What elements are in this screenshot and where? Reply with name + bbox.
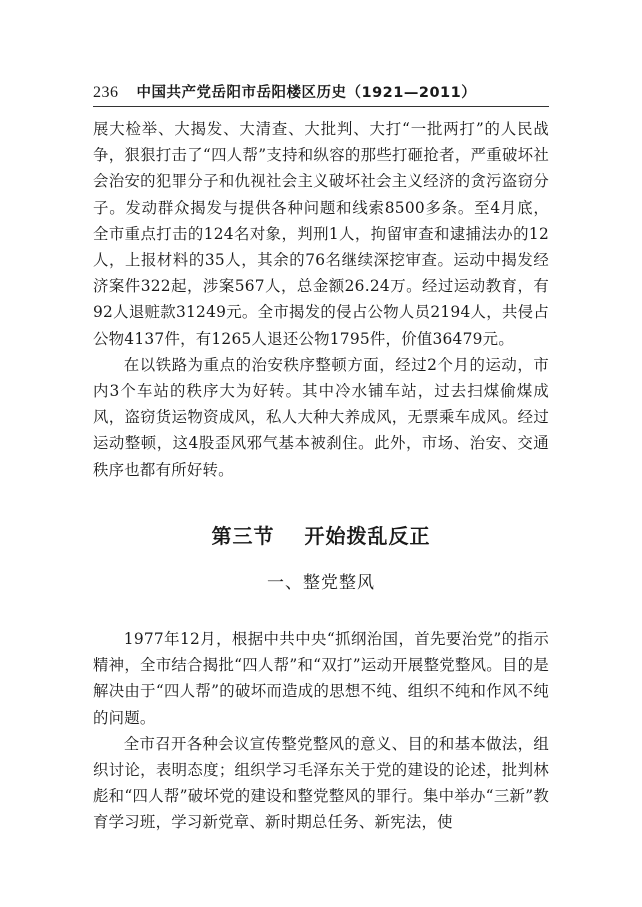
section-title: 开始拨乱反正 — [304, 524, 431, 548]
section-number: 第三节 — [211, 524, 275, 548]
body-text-bottom — [93, 626, 549, 836]
paragraph: 在以铁路为重点的治安秩序整顿方面，经过2个月的运动，市内3个车站的秩序大为好转。其中冷水铺车站，过去扫煤偷煤成风，盗窃货运物资成风，私人大种大养成风，无票乘车成风。经过运动整顿，这4股歪风邪气基本被刹住。此外，市场、治安、交通秩序也都有所好转。 — [93, 355, 549, 479]
section-heading — [93, 520, 549, 549]
running-title: 中国共产党岳阳市岳阳楼区历史（1921—2011） — [136, 85, 477, 101]
header-rule — [93, 106, 549, 107]
body-text-top — [93, 116, 549, 483]
paragraph: 1977年12月，根据中共中央“抓纲治国，首先要治党”的指示精神，全市结合揭批“四人帮”和“双打”运动开展整党整风。目的是解决由于“四人帮”的破坏而造成的思想不纯、组织不纯和作风不纯的问题。 — [93, 630, 549, 727]
page-header — [93, 81, 549, 103]
paragraph: 全市召开各种会议宣传整党整风的意义、目的和基本做法，组织讨论，表明态度；组织学习毛泽东关于党的建设的论述，批判林彪和“四人帮”破坏党的建设和整党整风的罪行。集中举办“三新”教育学习班，学习新党章、新时期总任务、新宪法，使 — [93, 734, 549, 832]
page-number: 236 — [93, 84, 119, 101]
subsection-heading: 一、整党整风 — [267, 573, 375, 593]
paragraph: 展大检举、大揭发、大清查、大批判、大打“一批两打”的人民战争，狠狠打击了“四人帮”支持和纵容的那些打砸抢者，严重破坏社会治安的犯罪分子和仇视社会主义破坏社会主义经济的贪污盗窃分子。发动群众揭发与提供各种问题和线索8500多条。至4月底，全市重点打击的124名对象，判刑1人，拘留审查和逮捕法办的12人，上报材料的35人，其余的76名继续深挖审查。运动中揭发经济案件322起，涉案567人，总金额26.24万。经过运动教育，有92人退赃款31249元。全市揭发的侵占公物人员2194人，共侵占公物4137件，有1265人退还公物1795件，价值36479元。 — [93, 120, 549, 348]
